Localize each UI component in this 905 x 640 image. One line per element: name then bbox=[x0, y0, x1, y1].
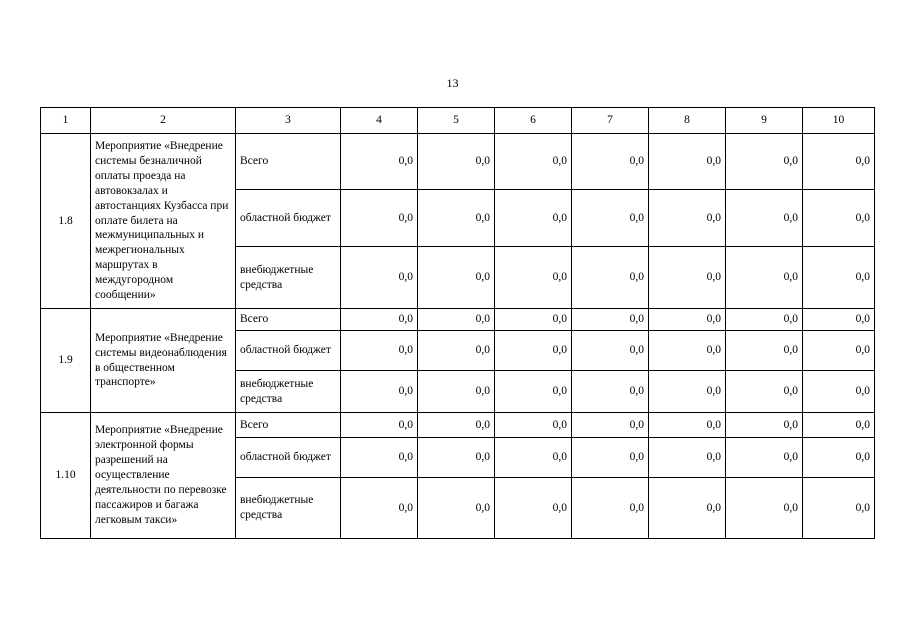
value-cell: 0,0 bbox=[649, 371, 726, 413]
value-cell: 0,0 bbox=[341, 247, 418, 309]
value-cell: 0,0 bbox=[418, 438, 495, 478]
value-cell: 0,0 bbox=[495, 438, 572, 478]
value-cell: 0,0 bbox=[418, 134, 495, 190]
value-cell: 0,0 bbox=[341, 331, 418, 371]
value-cell: 0,0 bbox=[803, 371, 875, 413]
value-cell: 0,0 bbox=[341, 190, 418, 247]
value-cell: 0,0 bbox=[726, 190, 803, 247]
funding-source: областной бюджет bbox=[236, 438, 341, 478]
column-header: 5 bbox=[418, 108, 495, 134]
value-cell: 0,0 bbox=[649, 309, 726, 331]
column-header: 6 bbox=[495, 108, 572, 134]
funding-source: областной бюджет bbox=[236, 190, 341, 247]
section-title: Мероприятие «Внедрение электронной формы разрешений на осуществление деятельности по перевозке пассажиров и багажа легковым такси» bbox=[91, 413, 236, 539]
page-number: 13 bbox=[446, 76, 459, 90]
column-header: 4 bbox=[341, 108, 418, 134]
value-cell: 0,0 bbox=[572, 438, 649, 478]
value-cell: 0,0 bbox=[649, 478, 726, 539]
value-cell: 0,0 bbox=[649, 438, 726, 478]
value-cell: 0,0 bbox=[572, 190, 649, 247]
funding-source: Всего bbox=[236, 309, 341, 331]
funding-source: областной бюджет bbox=[236, 331, 341, 371]
section-index: 1.10 bbox=[41, 413, 91, 539]
column-header: 10 bbox=[803, 108, 875, 134]
value-cell: 0,0 bbox=[572, 413, 649, 438]
value-cell: 0,0 bbox=[803, 190, 875, 247]
value-cell: 0,0 bbox=[418, 190, 495, 247]
value-cell: 0,0 bbox=[341, 478, 418, 539]
value-cell: 0,0 bbox=[495, 331, 572, 371]
value-cell: 0,0 bbox=[418, 309, 495, 331]
funding-source: внебюджетные средства bbox=[236, 247, 341, 309]
value-cell: 0,0 bbox=[649, 134, 726, 190]
value-cell: 0,0 bbox=[495, 478, 572, 539]
value-cell: 0,0 bbox=[803, 413, 875, 438]
funding-source: внебюджетные средства bbox=[236, 371, 341, 413]
value-cell: 0,0 bbox=[649, 247, 726, 309]
funding-source: Всего bbox=[236, 413, 341, 438]
value-cell: 0,0 bbox=[803, 309, 875, 331]
value-cell: 0,0 bbox=[572, 134, 649, 190]
value-cell: 0,0 bbox=[495, 309, 572, 331]
section-index: 1.8 bbox=[41, 134, 91, 309]
value-cell: 0,0 bbox=[649, 331, 726, 371]
value-cell: 0,0 bbox=[726, 413, 803, 438]
value-cell: 0,0 bbox=[803, 331, 875, 371]
value-cell: 0,0 bbox=[495, 413, 572, 438]
budget-table bbox=[40, 107, 875, 539]
value-cell: 0,0 bbox=[418, 331, 495, 371]
value-cell: 0,0 bbox=[418, 371, 495, 413]
value-cell: 0,0 bbox=[726, 438, 803, 478]
section-title: Мероприятие «Внедрение системы видеонаблюдения в общественном транспорте» bbox=[91, 309, 236, 413]
funding-source: Всего bbox=[236, 134, 341, 190]
section-title: Мероприятие «Внедрение системы безналичной оплаты проезда на автовокзалах и автостанциях Кузбасса при оплате билета на межмуниципальных и межрегиональных маршрутах в междугородном сообщении» bbox=[91, 134, 236, 309]
value-cell: 0,0 bbox=[649, 190, 726, 247]
value-cell: 0,0 bbox=[572, 371, 649, 413]
section-index: 1.9 bbox=[41, 309, 91, 413]
value-cell: 0,0 bbox=[803, 134, 875, 190]
value-cell: 0,0 bbox=[418, 478, 495, 539]
column-header: 2 bbox=[91, 108, 236, 134]
value-cell: 0,0 bbox=[418, 247, 495, 309]
value-cell: 0,0 bbox=[803, 438, 875, 478]
value-cell: 0,0 bbox=[726, 309, 803, 331]
value-cell: 0,0 bbox=[803, 247, 875, 309]
table-row bbox=[41, 413, 875, 438]
table-row bbox=[41, 309, 875, 331]
value-cell: 0,0 bbox=[495, 190, 572, 247]
value-cell: 0,0 bbox=[341, 134, 418, 190]
value-cell: 0,0 bbox=[572, 331, 649, 371]
column-header: 8 bbox=[649, 108, 726, 134]
value-cell: 0,0 bbox=[572, 478, 649, 539]
value-cell: 0,0 bbox=[649, 413, 726, 438]
value-cell: 0,0 bbox=[726, 134, 803, 190]
table-row bbox=[41, 134, 875, 190]
value-cell: 0,0 bbox=[341, 371, 418, 413]
column-header: 1 bbox=[41, 108, 91, 134]
value-cell: 0,0 bbox=[726, 331, 803, 371]
value-cell: 0,0 bbox=[495, 134, 572, 190]
value-cell: 0,0 bbox=[726, 371, 803, 413]
funding-source: внебюджетные средства bbox=[236, 478, 341, 539]
column-header: 3 bbox=[236, 108, 341, 134]
value-cell: 0,0 bbox=[803, 478, 875, 539]
value-cell: 0,0 bbox=[495, 247, 572, 309]
value-cell: 0,0 bbox=[495, 371, 572, 413]
value-cell: 0,0 bbox=[726, 247, 803, 309]
value-cell: 0,0 bbox=[418, 413, 495, 438]
column-header: 9 bbox=[726, 108, 803, 134]
header-row bbox=[41, 108, 875, 134]
value-cell: 0,0 bbox=[726, 478, 803, 539]
column-header: 7 bbox=[572, 108, 649, 134]
value-cell: 0,0 bbox=[572, 247, 649, 309]
value-cell: 0,0 bbox=[341, 309, 418, 331]
value-cell: 0,0 bbox=[341, 413, 418, 438]
value-cell: 0,0 bbox=[572, 309, 649, 331]
value-cell: 0,0 bbox=[341, 438, 418, 478]
